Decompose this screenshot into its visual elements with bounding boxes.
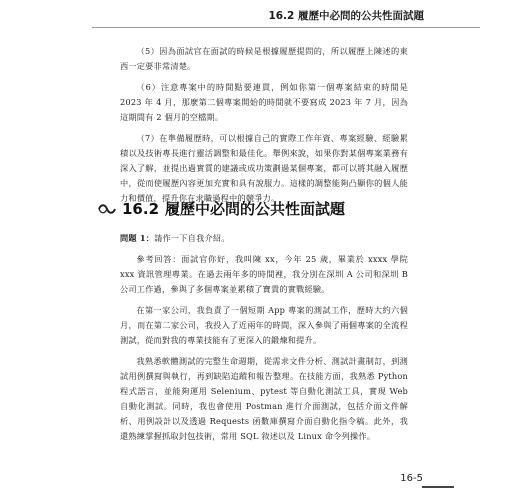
- footer-divider: [422, 486, 454, 488]
- paragraph-tip-6: （6）注意專案中的時間點要連貫，例如你第一個專案結束的時間是 2023 年 4 月，那麼第二個專案開始的時間就不要寫成 2023 年 7 月，因為這期間有 2 個月的空檔期。: [120, 82, 408, 122]
- header-divider: [92, 27, 480, 28]
- running-header-title: 16.2 履歷中必問的公共性面試題: [268, 10, 424, 22]
- answer-paragraph-2: 在第一家公司，我負責了一個短期 App 專案的測試工作，歷時大約六個月，而在第二家公司，我投入了近兩年的時間，深入參與了兩個專案的全流程測試，從而對我的專業技能有了更深入的鍛煉和提升。: [120, 305, 408, 345]
- answer-paragraph-1: 參考回答：面試官你好，我叫陳 xx，今年 25 歲，畢業於 xxxx 學院 xxx 資訊管理專業。在過去兩年多的時間裡，我分別在深圳 A 公司和深圳 B 公司工作過，參與了多個專案並累積了寶貴的實戰經驗。: [120, 254, 408, 294]
- paragraph-tip-5: （5）因為面試官在面試的時候是根據履歷提問的，所以履歷上陳述的東西一定要非常清楚。: [120, 46, 408, 71]
- paragraph-tip-7: （7）在準備履歷時，可以根據自己的實際工作年資、專案經驗、經驗累積以及技術專長進行靈活調整和最佳化。舉例來說，如果你對某個專案業務有深入了解，並提出過實質的建議或成功策劃過某個專案，都可以將其融入履歷中，從而使履歷內容更加充實和具有說服力。這樣的調整能夠凸顯你的個人能力和價值，提升你在求職過程中的競爭力。: [120, 133, 408, 203]
- question-block: [120, 231, 408, 450]
- question-label: 問題 1：: [120, 233, 155, 243]
- question-line: [120, 231, 408, 246]
- section-number: 16.2: [122, 199, 160, 218]
- question-text: 請作一下自我介紹。: [154, 233, 230, 243]
- page-number: 16-5: [400, 473, 423, 484]
- answer-paragraph-3: 我熟悉軟體測試的完整生命週期，從需求文件分析、測試計畫制訂，到測試用例撰寫與執行，再到缺陷追蹤和報告整理。在技能方面，我熟悉 Python 程式語言，並能夠運用 Selenium、pytest 等自動化測試工具，實現 Web 自動化測試。同時，我也會使用 Postman 進行介面測試，包括介面文件解析、用例設計以及透過 Requests 函數庫撰寫介面自動化指令稿。此外，我還熟練掌握抓取封包技術，常用 SQL 敘述以及 Linux 命令列操作。: [120, 356, 408, 441]
- section-heading: [98, 198, 345, 219]
- section-title: 履歷中必問的公共性面試題: [165, 200, 346, 218]
- section-marker-icon: [98, 202, 116, 216]
- top-text-block: [120, 44, 408, 212]
